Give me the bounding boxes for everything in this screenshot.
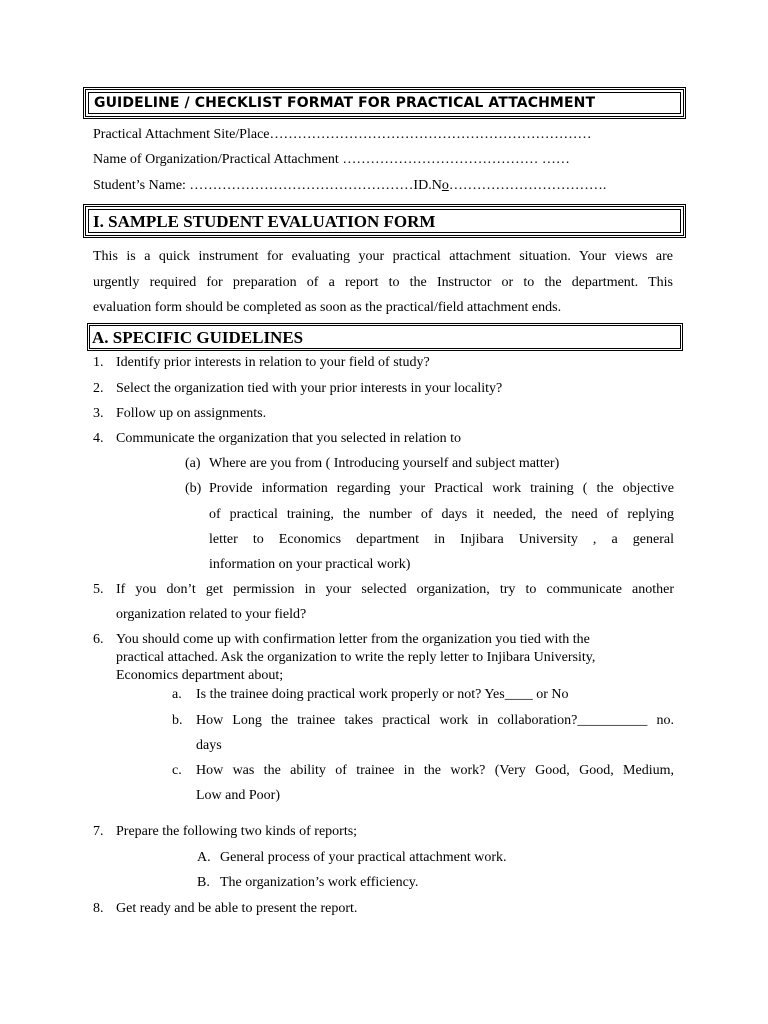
title-box [83,87,686,119]
section-i-para-line-2: urgently required for preparation of a report to the Instructor or to the department. This [93,275,673,290]
item-7B-number: B. [197,875,210,890]
item-5-line-1: If you don’t get permission in your selected organization, try to communicate another [116,582,674,597]
item-5-number: 5. [93,582,104,597]
section-i-para-line-1: This is a quick instrument for evaluating your practical attachment situation. Your views are [93,249,673,264]
item-4b-line-2: of practical training, the number of days it needed, the need of replying [209,507,674,522]
page-title: GUIDELINE / CHECKLIST FORMAT FOR PRACTICAL ATTACHMENT [94,95,596,111]
item-6b-line-2: days [196,738,222,753]
section-a-box [87,323,683,351]
item-6c-line-1: How was the ability of trainee in the work? (Very Good, Good, Medium, [196,763,674,778]
organization-field: Name of Organization/Practical Attachment …………………………………… …… [93,152,570,167]
student-id-suffix: ……………………………. [448,178,607,193]
item-7A-text: General process of your practical attachment work. [220,850,507,865]
item-4-number: 4. [93,431,104,446]
item-6c-line-2: Low and Poor) [196,788,280,803]
item-5-line-2: organization related to your field? [116,607,307,622]
section-a-heading: A. SPECIFIC GUIDELINES [92,328,304,347]
student-name-field [93,178,606,194]
student-id-o: o [441,178,449,193]
item-7B-text: The organization’s work efficiency. [220,875,419,890]
item-4b-number: (b) [185,481,202,496]
item-2-text: Select the organization tied with your prior interests in your locality? [116,381,503,396]
item-1-text: Identify prior interests in relation to your field of study? [116,355,430,370]
item-6-number: 6. [93,632,104,647]
item-4b-line-3: letter to Economics department in Injibara University , a general [209,532,674,547]
item-6a-number: a. [172,687,182,702]
item-2-number: 2. [93,381,104,396]
item-4-text: Communicate the organization that you selected in relation to [116,431,461,446]
item-6-line-1: You should come up with confirmation letter from the organization you tied with the [116,632,590,647]
item-8-number: 8. [93,901,104,916]
item-4b-line-1: Provide information regarding your Practical work training ( the objective [209,481,674,496]
section-i-para-line-3: evaluation form should be completed as soon as the practical/field attachment ends. [93,300,562,315]
item-6b-line-1: How Long the trainee takes practical work in collaboration?__________ no. [196,713,674,728]
section-i-box [83,204,686,238]
item-4a-text: Where are you from ( Introducing yourself and subject matter) [209,456,560,471]
item-6b-number: b. [172,713,183,728]
item-4b-line-4: information on your practical work) [209,557,411,572]
item-7A-number: A. [197,850,211,865]
section-i-heading: I. SAMPLE STUDENT EVALUATION FORM [93,212,436,231]
item-6-line-3: Economics department about; [116,668,284,683]
item-7-text: Prepare the following two kinds of reports; [116,824,358,839]
site-field: Practical Attachment Site/Place…………………………………………………………… [93,127,592,142]
item-6c-number: c. [172,763,182,778]
item-3-text: Follow up on assignments. [116,406,267,421]
item-1-number: 1. [93,355,104,370]
student-name-prefix: Student’s Name: …………………………………………ID.N [93,178,442,193]
item-6a-text: Is the trainee doing practical work properly or not? Yes____ or No [196,687,569,702]
item-4a-number: (a) [185,456,201,471]
item-3-number: 3. [93,406,104,421]
item-8-text: Get ready and be able to present the report. [116,901,358,916]
item-6-line-2: practical attached. Ask the organization to write the reply letter to Injibara University, [116,650,596,665]
item-7-number: 7. [93,824,104,839]
